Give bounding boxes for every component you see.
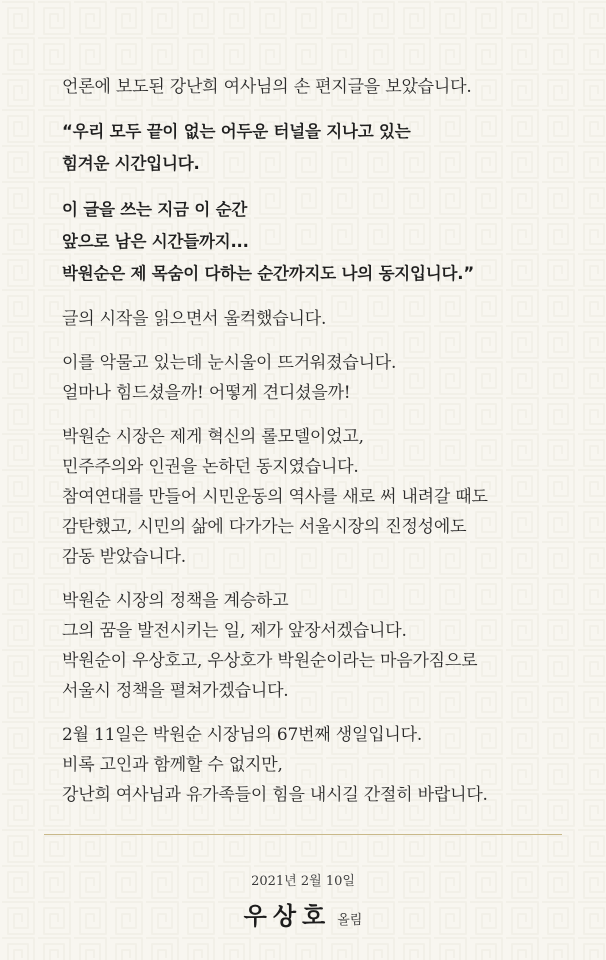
text-line: 언론에 보도된 강난희 여사님의 손 편지글을 보았습니다.: [62, 77, 472, 97]
text-line: 앞으로 남은 시간들까지...: [62, 232, 249, 251]
text-line: “우리 모두 끝이 없는 어두운 터널을 지나고 있는: [62, 122, 411, 141]
divider: [44, 834, 562, 835]
text-line: 감동 받았습니다.: [62, 547, 186, 567]
text-line: 박원순이 우상호고, 우상호가 박원순이라는 마음가짐으로: [62, 651, 478, 671]
signature: [0, 896, 606, 931]
text-line: 글의 시작을 읽으면서 울컥했습니다.: [62, 309, 327, 329]
text-line: 박원순 시장의 정책을 계승하고: [62, 591, 289, 611]
text-line: 그의 꿈을 발전시키는 일, 제가 앞장서겠습니다.: [62, 621, 407, 641]
letter-body: [62, 72, 552, 824]
text-line: 강난희 여사님과 유가족들이 힘을 내시길 간절히 바랍니다.: [62, 785, 488, 805]
paragraph: [62, 720, 552, 810]
text-line: 서울시 정책을 펼쳐가겠습니다.: [62, 681, 289, 701]
text-line: 얼마나 힘드셨을까! 어떻게 견디셨을까!: [62, 383, 351, 403]
paragraph: [62, 304, 552, 334]
letter-date: 2021년 2월 10일: [251, 874, 355, 889]
text-line: 힘겨운 시간입니다.: [62, 154, 200, 173]
signer-suffix: 올림: [337, 913, 363, 928]
text-line: 2월 11일은 박원순 시장님의 67번째 생일입니다.: [62, 725, 423, 745]
text-line: 참여연대를 만들어 시민운동의 역사를 새로 써 내려갈 때도: [62, 487, 488, 507]
text-line: 박원순 시장은 제게 혁신의 롤모델이었고,: [62, 427, 364, 447]
quote-paragraph: [62, 116, 552, 180]
text-line: 민주주의와 인권을 논하던 동지였습니다.: [62, 457, 359, 477]
quote-paragraph: [62, 194, 552, 290]
paragraph: [62, 422, 552, 572]
text-line: 박원순은 제 목숨이 다하는 순간까지도 나의 동지입니다.”: [62, 264, 474, 283]
text-line: 이 글을 쓰는 지금 이 순간: [62, 200, 248, 219]
text-line: 비록 고인과 함께할 수 없지만,: [62, 755, 283, 775]
paragraph: [62, 348, 552, 408]
paragraph: [62, 586, 552, 706]
paragraph: [62, 72, 552, 102]
signer-name: 우상호: [243, 902, 332, 930]
text-line: 이를 악물고 있는데 눈시울이 뜨거워졌습니다.: [62, 353, 397, 373]
text-line: 감탄했고, 시민의 삶에 다가가는 서울시장의 진정성에도: [62, 517, 467, 537]
